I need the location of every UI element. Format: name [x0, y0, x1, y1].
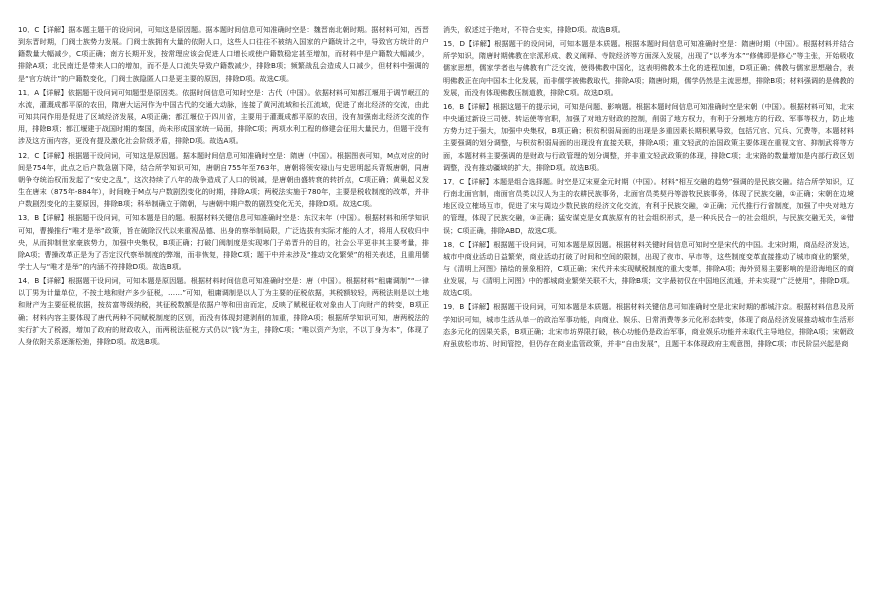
answer-text: 13．B【详解】根据题干设问词，可知本题是目的题。根据材料关键信息可知准确时空是：东汉末年（中国）。根据材料和所学知识可知，曹操推行“唯才是举”政策，旨在破除汉代以来重视品德、出身的察举制局限，广泛选拔有实际才能的人才，将用人权收归中央，从而抑制世家豪族势力，加强中央集权，B项正确；打破门阀制度是实现寒门子弟晋升的目的，社会公平更非其主要考量，排除A项；曹操改革正是为了否定汉代察举制度的弊端，而非恢复，排除C项；题干中并未涉及“推动文化繁荣”的相关表述，且重用儒学士人与“唯才是举”的内涵不符排除D项。故选B项。 [18, 213, 429, 271]
answer-item-11 [18, 87, 429, 148]
answer-item-10 [18, 24, 429, 85]
answer-text: 12．C【详解】根据题干设问词，可知这是原因题。据本题时间信息可知准确时空是：隋唐（中国）。根据图表可知，M点对应的时间是754年，此点之后户数急剧下降，结合所学知识可知，唐朝自755年至763年，唐朝将领安禄山与史思明起兵背叛唐朝，同唐朝争夺统治权而发起了“安史之乱”，这次持续了八年的战争造成了人口的锐减，是唐朝由盛转衰的转折点，C项正确；黄巢起义发生在唐末（875年-884年），时间晚于M点与户数剧烈变化的时期，排除A项；两税法实施于780年，主要是税收制度的改革，并非户数剧烈变化的主要原因，排除B项；科举制确立于隋朝，与唐朝中期户数的剧烈变化无关，排除D项。故选C项。 [18, 150, 429, 209]
answer-text: 19．B【详解】根据题干设问词，可知本题是本质题。根据材料关键信息可知准确时空是北宋时期的都城汴京。根据材料信息及所学知识可知，城市生活从单一的政治军事功能，向商业、娱乐、日常消费等多元化形态转变，体现了商品经济发展推动城市生活形态多元化的因果关系，B项正确；北宋市坊界限打破，核心功能仍是政治军事，商业娱乐功能并未取代主导地位，排除A项；宋朝政府虽放松市坊、时间管控，但仍存在商业监管政策，并非“自由发展”，且题干本体现政府主观意图，排除C项；市民阶层兴起是商 [443, 302, 854, 348]
answer-text: 14．B【详解】根据题干设问词，可知本题是原因题。根据材料时间信息可知准确时空是：唐（中国）。根据材料“租庸调制”“一律以丁男为计量单位，不按土地和财产多少征税，……”可知，租庸调制是以人丁为主要的征税依据，其税额较轻，两税法则是以土地和财产为主要征税依据，按贫富等级纳税，其征税数额是依据户等和田亩而定，反映了赋税征收对象由人丁向财产的转变，B项正确；材料内容主要体现了唐代两种不同赋税制度的区别，而没有体现封建剥削的加重，排除A项；根据所学知识可知，唐两税法的实行扩大了税源，增加了政府的财政收入，而两税法征税方式仍以“钱”为主，排除C项；“唯以资产为宗，不以丁身为本”，体现了人身依附关系逐渐松弛，排除D项。故选B项。 [18, 276, 429, 346]
answer-item-14 [18, 275, 429, 348]
answer-text: 18．C【详解】根据题干设问词，可知本题是原因题。根据材料关键时间信息可知时空是宋代的中国。北宋时期，商品经济发达，城市中商业活动日益繁荣，商业活动打破了时间和空间的限制，出现了夜市、早市等，这些制度变革直接推动了城市商业的繁荣，与《清明上河图》描绘的景象相符，C项正确；宋代并未实现赋税制度的重大变革，排除A项；海外贸易主要影响的是沿海地区的商业发展，与《清明上河图》中的都城商业繁荣关联不大，排除B项；文字最初仅在中国地区流通，并未实现“广泛使用”，排除D项。故选C项。 [443, 239, 854, 298]
answer-text: 11．A【详解】依据题干设问词可知题型是原因类。依据时间信息可知时空是：古代（中国）。依据材料可知都江堰用于调节岷江的水流，灌溉成都平原的农田，隋唐大运河作为中国古代的交通大动脉，连接了黄河流域和长江流域，促进了南北经济的交流，由此可知共同作用是促进了区域经济发展，A项正确；都江堰位于四川省，主要用于灌溉成都平原的农田，没有加强南北经济交流的作用，排除B项；都江堰建于战国时期的秦国，尚未形成国家统一局面，排除C项；两项水利工程的修建会征用大量民力，但题干没有涉及这方面内容，更没有提及激化社会阶级矛盾，排除D项。故选A项。 [18, 87, 429, 146]
right-column [443, 24, 854, 608]
answer-item-16 [443, 101, 854, 174]
answer-text: 16．B【详解】根据这题干的提示词，可知是问题、影响题。根据本题时间信息可知准确时空是宋朝（中国）。根据材料可知，北宋中央通过新设三司使、转运使等官职，加强了对地方财政的控制，削弱了地方权力，有利于分割地方的行政、军事等权力，防止地方势力过于强大，加强中央集权，B项正确；积贫积弱局面的出现是多重因素长期积累导致，包括冗官、冗兵、冗费等，本题材料主要强调的划分调整，与积贫积弱局面的出现没有直接关联，排除A项；重文轻武的治国政策主要体现在重视文官、抑制武将等方面，本题材料主要强调的是财政与行政管理的划分调整，并非重文轻武政策的体现，排除C项；北宋路的数量增加是内部行政区划调整，没有推动疆域的扩大，排除D项。故选B项。 [443, 101, 854, 172]
answer-text: 消失，叙述过于绝对，不符合史实，排除D项。故选B项。 [443, 25, 625, 34]
answer-item-19 [443, 301, 854, 350]
answer-item-17 [443, 176, 854, 237]
answer-text: 17．C【详解】本题是组合选择题。时空是辽宋夏金元时期（中国）。材料“相互交融的趋势”强调的是民族交融。结合所学知识，辽行南北面官制，南面官员类以汉人为主的农耕民族事务，北面官员类契丹等游牧民族事务，体现了民族交融，①正确；宋朝在边境地区设立榷场互市，促进了宋与周边少数民族的经济文化交流，有利于民族交融，②正确；元代推行行省制度，加强了中央对地方的管理，体现了民族交融，③正确；猛安谋克是女真族原有的社会组织形式，是一种兵民合一的社会组织，与民族交融无关，④错误；C项正确，排除ABD，故选C项。 [443, 176, 854, 235]
left-column [18, 24, 429, 608]
answer-item-13 [18, 212, 429, 273]
answer-item-14-continued [443, 24, 854, 36]
answer-item-18 [443, 239, 854, 300]
answer-item-15 [443, 38, 854, 99]
answer-text: 15．D【详解】根据题干的设问词，可知本题是本质题。根据本题时间信息可知准确时空是：隋唐时期（中国）。根据材料并结合所学知识，隋唐时期佛教在宗派形成、教义阐释、寺院经济等方面深入发展，出现了“以孝为本”“修佛即是修心”等主张，开始吸收儒家思想，儒家学者也与佛教有广泛交流，使得佛教中国化，这表明佛教本土化的进程加速，D项正确；佛教与儒家思想融合，表明佛教正在向中国本土化发展，而非儒学被佛教取代，排除A项；隋唐时期，儒学仍然是主流思想，排除B项；材料强调的是佛教的发展，而没有体现佛教压制道教，排除C项。故选D项。 [443, 39, 854, 97]
answer-text: 10．C【详解】据本题主题干的设问词，可知这是原因题。据本题时间信息可知准确时空是：魏晋南北朝时期。据材料可知，西晋到东晋时期，门阀士族势力发展。门阀士族拥有大量的依附人口，这些人口往往不被纳入国家的户籍统计之中，导致官方统计的户籍数量大幅减少，C项正确；南方长期开发，按常理应该会促进人口增长或使户籍数稳定甚至增加，而材料中是户籍数大幅减少，排除A项；北民南迁是带来人口的增加，而不是人口流失导致户籍数减少，排除B项；频繁战乱会造成人口减少，但材料中强调的是“官方统计”的户籍数变化，门阀士族隐匿人口是更主要的原因，排除D项。故选C项。 [18, 25, 429, 83]
answer-item-12 [18, 150, 429, 211]
